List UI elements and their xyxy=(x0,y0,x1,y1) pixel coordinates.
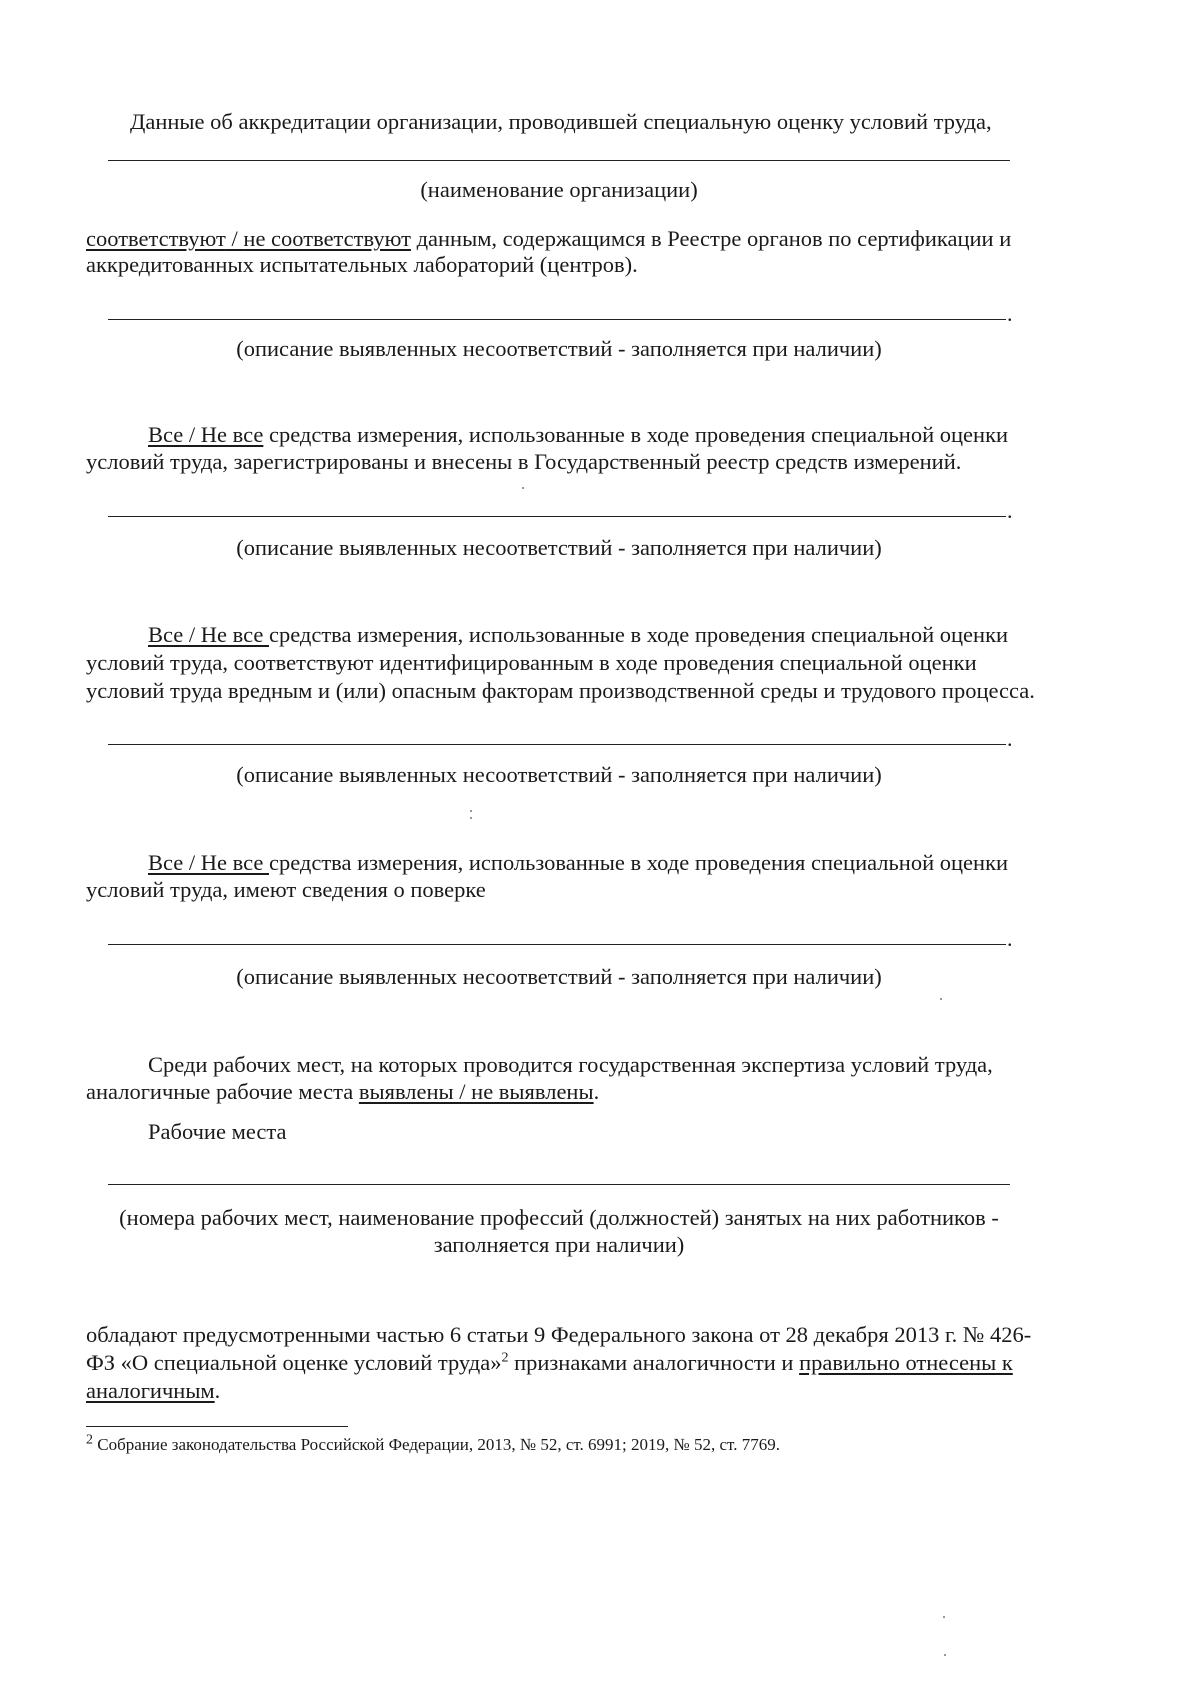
footnote-reference: 2 xyxy=(501,1350,509,1366)
factors-paragraph-line1 xyxy=(148,620,1008,650)
conclusion-period: . xyxy=(214,1378,221,1403)
analogous-paragraph-line1: Среди рабочих мест, на которых проводится государственная экспертиза условий труда, xyxy=(148,1052,993,1077)
factors-discrepancy-caption: (описание выявленных несоответствий - заполняется при наличии) xyxy=(236,762,882,787)
scan-speck xyxy=(470,817,472,819)
registry-paragraph-line2: условий труда, зарегистрированы и внесены в Государственный реестр средств измерений. xyxy=(86,449,962,474)
accreditation-paragraph-line2: аккредитованных испытательных лабораторий (центров). xyxy=(86,252,638,277)
conclusion-analogous: аналогичным xyxy=(86,1378,215,1403)
registry-rest: средства измерения, использованные в ходе проведения специальной оценки xyxy=(263,422,1009,447)
factors-rest: средства измерения, использованные в ходе проведения специальной оценки xyxy=(268,622,1009,647)
registry-discrepancy-caption: (описание выявленных несоответствий - заполняется при наличии) xyxy=(236,535,882,560)
verification-discrepancy-caption: (описание выявленных несоответствий - заполняется при наличии) xyxy=(236,964,882,989)
factors-discrepancy-line xyxy=(108,744,1006,745)
registry-discrepancy-line xyxy=(108,516,1006,517)
verification-paragraph-line2: условий труда, имеют сведения о поверке xyxy=(86,877,486,902)
accreditation-discrepancy-line xyxy=(108,319,1006,320)
analogous-options: выявлены / не выявлены xyxy=(358,1079,594,1104)
line-period: . xyxy=(1007,926,1013,951)
line-period: . xyxy=(1007,726,1013,751)
scan-speck xyxy=(943,1616,945,1618)
conclusion-correctly-assigned: правильно отнесены к xyxy=(799,1350,1013,1375)
scan-speck xyxy=(522,487,524,489)
scan-speck xyxy=(940,998,942,1000)
scan-speck xyxy=(470,810,472,812)
footnote-separator xyxy=(86,1426,348,1427)
organization-name-line xyxy=(108,160,1010,161)
footnote-mark: 2 xyxy=(86,1432,93,1448)
conclusion-law-name: ФЗ «О специальной оценке условий труда» xyxy=(86,1350,502,1375)
factors-options: Все / Не все xyxy=(148,622,269,647)
factors-paragraph-line3: условий труда вредным и (или) опасным факторам производственной среды и трудового процесса. xyxy=(86,678,1035,703)
analogous-paragraph-line2 xyxy=(86,1077,599,1107)
verification-paragraph-line1 xyxy=(148,848,1008,878)
analogous-pre: аналогичные рабочие места xyxy=(86,1079,359,1104)
factors-paragraph-line2: условий труда, соответствуют идентифицированным в ходе проведения специальной оценки xyxy=(86,650,977,675)
option-nomatch: не соответствуют xyxy=(243,226,411,251)
conclusion-line1: обладают предусмотренными частью 6 статьи 9 Федерального закона от 28 декабря 2013 г. № 426- xyxy=(86,1322,1032,1347)
option-match: соответствуют xyxy=(86,226,226,251)
line-period: . xyxy=(1007,301,1013,326)
option-separator: / xyxy=(225,226,244,251)
accreditation-intro: Данные об аккредитации организации, проводившей специальную оценку условий труда, xyxy=(130,109,992,134)
registry-paragraph-line1 xyxy=(148,420,1008,450)
workplaces-caption-line1: (номера рабочих мест, наименование профессий (должностей) занятых на них работников - xyxy=(119,1205,999,1230)
accreditation-discrepancy-caption: (описание выявленных несоответствий - заполняется при наличии) xyxy=(236,336,882,361)
conclusion-line3 xyxy=(86,1376,220,1406)
accreditation-rest: данным, содержащимся в Реестре органов по сертификации и xyxy=(410,226,1012,251)
analogous-post: . xyxy=(593,1079,600,1104)
organization-name-caption: (наименование организации) xyxy=(420,177,698,202)
verification-discrepancy-line xyxy=(108,944,1006,945)
conclusion-mid: признаками аналогичности и xyxy=(508,1350,800,1375)
scan-speck xyxy=(944,1654,946,1656)
footnote-text: Собрание законодательства Российской Федерации, 2013, № 52, ст. 6991; 2019, № 52, ст. 7769. xyxy=(93,1435,780,1454)
workplaces-line xyxy=(108,1184,1010,1185)
verification-options: Все / Не все xyxy=(148,850,269,875)
workplaces-label: Рабочие места xyxy=(148,1119,287,1144)
conclusion-line2 xyxy=(86,1348,1013,1378)
verification-rest: средства измерения, использованные в ходе проведения специальной оценки xyxy=(268,850,1009,875)
footnote xyxy=(86,1434,780,1456)
workplaces-caption-line2: заполняется при наличии) xyxy=(433,1232,685,1257)
line-period: . xyxy=(1007,498,1013,523)
registry-options: Все / Не все xyxy=(148,422,264,447)
